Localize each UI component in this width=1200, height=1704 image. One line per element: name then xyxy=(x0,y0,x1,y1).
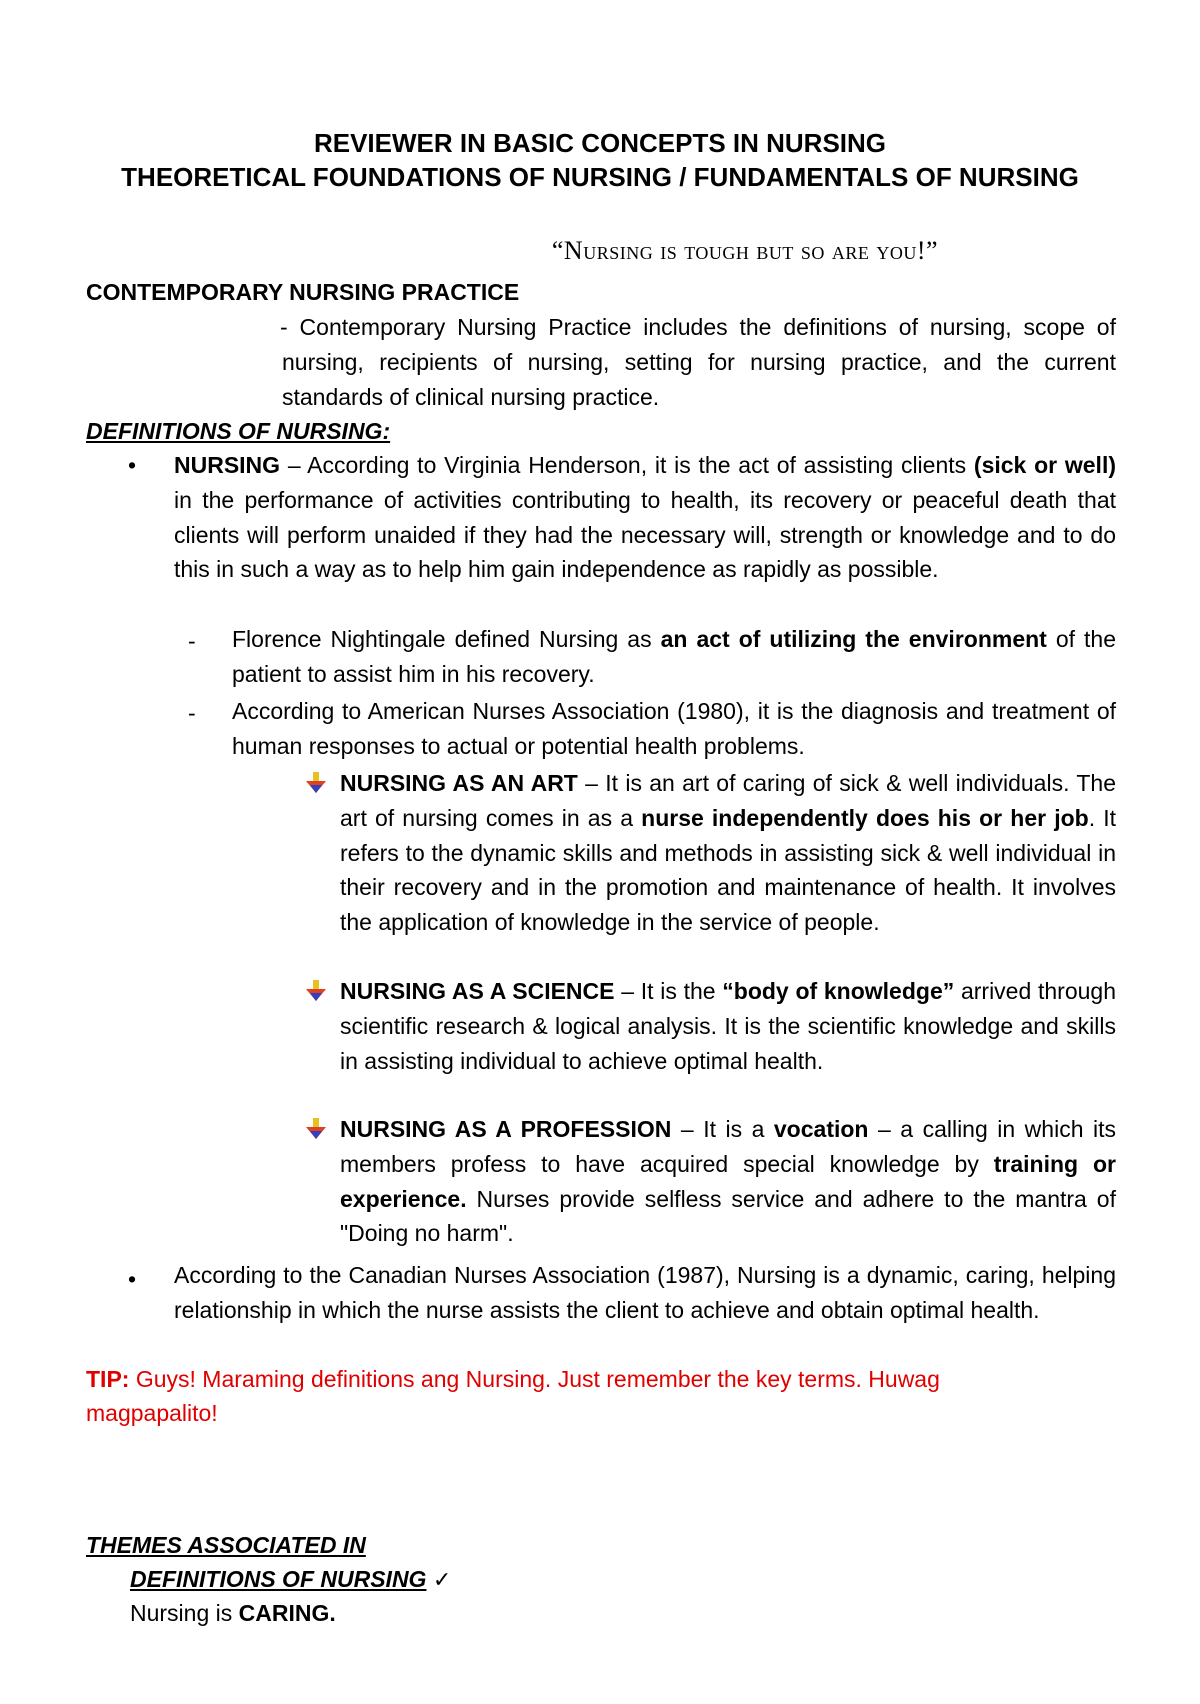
nightingale-text-a: Florence Nightingale defined Nursing as xyxy=(232,626,661,652)
page-title: REVIEWER IN BASIC CONCEPTS IN NURSING xyxy=(313,128,887,158)
nightingale-definition xyxy=(232,622,1116,692)
nightingale-bold: an act of utilizing the environment xyxy=(660,626,1047,652)
tip-note xyxy=(86,1362,1046,1430)
arrow-down-icon xyxy=(306,772,326,794)
caring-text: Nursing is xyxy=(130,1600,239,1626)
arrow-down-icon xyxy=(306,1118,326,1140)
profession-text-b: – a calling in which its members profess to have acquired special knowledge by xyxy=(340,1116,1116,1177)
contemporary-paragraph: - Contemporary Nursing Practice includes the definitions of nursing, scope of nursing, recipients of nursing, setting for nursing practice, and the current standards of clinical nursing practice. xyxy=(280,314,1116,410)
art-bold: nurse independently does his or her job xyxy=(641,804,1089,831)
tip-text: Guys! Maraming definitions ang Nursing. Just remember the key terms. Huwag magpapalito! xyxy=(86,1366,940,1426)
nursing-definition xyxy=(174,448,1116,587)
cna-definition: According to the Canadian Nurses Association (1987), Nursing is a dynamic, caring, helping relationship in which the nurse assists the client to achieve and obtain optimal health. xyxy=(174,1262,1116,1323)
caring-line xyxy=(130,1600,336,1627)
motto: “Nursing is tough but so are you!” xyxy=(551,236,939,265)
dash-marker: - xyxy=(188,628,196,654)
nursing-science-definition xyxy=(340,974,1116,1078)
profession-text-a: – It is a xyxy=(671,1116,774,1142)
dash-marker: - xyxy=(188,700,196,726)
science-text-a: – It is the xyxy=(614,978,723,1004)
section-heading-contemporary: CONTEMPORARY NURSING PRACTICE xyxy=(86,279,520,305)
science-term: NURSING AS A SCIENCE xyxy=(340,978,615,1004)
nursing-profession-definition xyxy=(340,1112,1116,1251)
page-subtitle: THEORETICAL FOUNDATIONS OF NURSING / FUNDAMENTALS OF NURSING xyxy=(121,162,1079,192)
themes-subheading: DEFINITIONS OF NURSING xyxy=(130,1566,427,1592)
bullet-marker: • xyxy=(128,452,137,478)
profession-text-c: Nurses provide selfless service and adhere to the mantra of "Doing no harm". xyxy=(340,1185,1116,1247)
ana-definition: According to American Nurses Association (1980), it is the diagnosis and treatment of human responses to actual or potential health problems. xyxy=(232,698,1116,759)
caring-bold: CARING. xyxy=(238,1600,336,1626)
art-term: NURSING AS AN ART xyxy=(340,770,578,796)
profession-bold-b: training or experience. xyxy=(340,1150,1116,1212)
nursing-term: NURSING xyxy=(174,452,281,478)
arrow-down-icon xyxy=(306,980,326,1002)
themes-heading: THEMES ASSOCIATED IN xyxy=(86,1532,366,1558)
nursing-text-b: in the performance of activities contributing to health, its recovery or peaceful death that clients will perform unaided if they had the necessary will, strength or knowledge and to do this in such a way as to help him gain independence as rapidly as possible. xyxy=(174,486,1116,583)
nursing-art-definition xyxy=(340,766,1116,940)
nightingale-text-b: of the patient to assist him in his recovery. xyxy=(232,626,1116,687)
definitions-heading: DEFINITIONS OF NURSING: xyxy=(86,418,391,444)
bullet-marker: • xyxy=(128,1266,137,1292)
check-icon: ✓ xyxy=(432,1567,452,1592)
science-text-b: arrived through scientific research & logical analysis. It is the scientific knowledge and skills in assisting individual to achieve optimal health. xyxy=(340,978,1116,1074)
art-text-b: . It refers to the dynamic skills and methods in assisting sick & well individual in their recovery and in the promotion and maintenance of health. It involves the application of knowledge in the service of people. xyxy=(340,804,1116,936)
themes-subheading-row xyxy=(130,1566,451,1593)
tip-label: TIP: xyxy=(86,1366,130,1392)
nursing-text-a: – According to Virginia Henderson, it is the act of assisting clients xyxy=(280,452,974,478)
art-text-a: – It is an art of caring of sick & well individuals. The art of nursing comes in as a xyxy=(340,770,1116,831)
science-bold: “body of knowledge” xyxy=(722,978,955,1004)
profession-bold-a: vocation xyxy=(773,1116,869,1142)
profession-term: NURSING AS A PROFESSION xyxy=(340,1116,672,1142)
nursing-bold-a: (sick or well) xyxy=(973,452,1116,478)
